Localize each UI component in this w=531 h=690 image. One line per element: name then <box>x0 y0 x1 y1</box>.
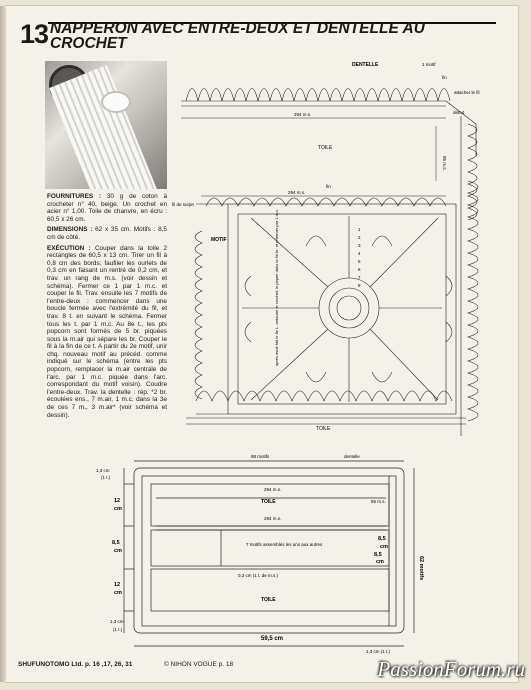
label-62-motifs: 62 motifs <box>418 556 424 581</box>
pattern-number: 13 <box>20 19 49 49</box>
footer-credit-left: SHUFUNOTOMO Ltd. p. 16 ,17, 26, 31 <box>18 661 133 668</box>
label-85-left: 8,5 <box>112 540 120 546</box>
magazine-page <box>6 6 518 682</box>
label-fin: fin <box>442 75 447 80</box>
label-1t-top: (1 t.) <box>101 475 111 480</box>
label-12-bottom: 12 <box>114 582 121 588</box>
label-294-a: 294 m.s. <box>264 487 282 492</box>
label-cm-c: cm <box>380 544 388 550</box>
label-cm-b: cm <box>114 548 122 554</box>
label-85: 85 m.s. <box>442 156 447 171</box>
execution-label: EXÉCUTION : <box>47 244 91 252</box>
watermark: PassionForum.ru <box>377 657 525 681</box>
row-num-2: 2 <box>358 235 361 240</box>
label-85-right-2: 8,5 <box>374 552 382 558</box>
pattern-title: NAPPERON AVEC ENTRE-DEUX ET DENTELLE AU CROCHET <box>50 20 425 52</box>
label-cm-a: cm <box>114 506 122 512</box>
label-cm-e: cm <box>114 590 122 596</box>
label-294-top: 294 m.s. <box>294 112 312 117</box>
label-1t-bottom: (1 t.) <box>113 627 123 632</box>
label-85-ms: 85 m.s. <box>371 499 386 504</box>
label-width: 59,5 cm <box>261 636 284 642</box>
label-dentelle: DENTELLE <box>352 62 379 68</box>
label-attacher: attacher le fil <box>454 90 480 95</box>
execution-text: Couper dans la toile 2 rectangles de 60,5 x 13 cm. Tirer un fil à 0,8 cm des bords; faufiler les ourlets de 0,3 cm en faisant un rentré de 0,2 cm, et trav. un rang de m.s. (voir dessin et schéma). Fermer ce 1 par 1 m.c. et couper le fil. Trav. ensuite les 7 motifs de l'entre-deux : commencer dans une boucle fermée avec l'extrémité du fil, et trav. 8 t. en suivant le schéma. Fermer tous les t. par 1 m.c. Au 8e t., les pts popcorn sont formés de 5 br. piquées sous la m.air qui sépare les br. Couper le fil à la fin de ce t. A partir du 2e motif, unir chq. nouveau motif au précéd. comme indiqué sur le schéma (entre les pts popcorn, remplacer la m.air centrale de l'arc. par 1 m.c. piquée dans l'arc. correspondant du motif voisin). Coudre l'entre-deux. Trav. la dentelle : rép. *2 br. écoulées ens., 7 m.air, 1 m.c. dans la 3e de ces 7 m., 3 m.air* (voir schéma et dessin). <box>47 244 168 419</box>
label-294-mid: 294 m.s. <box>288 190 306 195</box>
label-toile-schema-top: TOILE <box>261 499 276 505</box>
label-motif: MOTIF <box>211 237 227 243</box>
row-num-7: 7 <box>358 275 361 280</box>
label-85-right: 8,5 <box>378 536 386 542</box>
fournitures-label: FOURNITURES : <box>47 193 102 200</box>
label-fil-surjet: fil de surjet <box>172 202 194 207</box>
fournitures-text: 30 g de coton à crocheter n° 40, beige. Un crochet en acier n° 1,00. Toile de chanvre, en écru : 60,5 x 26 cm. <box>47 193 167 223</box>
label-toile-bottom: TOILE <box>316 426 331 432</box>
dimensions-text: 62 x 35 cm. Motifs : 8,5 cm de côté. <box>47 226 167 241</box>
vertical-note: après avoir fait le 8e t., entourer le crochet, le piquer dans la 5e br. et refermer par 1 m.c. <box>274 208 279 366</box>
row-num-1: 1 <box>358 227 361 232</box>
row-num-8: 8 <box>358 283 361 288</box>
label-toile-schema-bottom: TOILE <box>261 597 276 603</box>
label-98-motifs: 98 motifs <box>251 454 270 459</box>
dimensions-label: DIMENSIONS : <box>47 226 93 234</box>
assembly-schema <box>6 6 518 656</box>
footer-credit-right: © NIHON VOGUE p. 18 <box>164 661 234 668</box>
label-12-top: 12 <box>114 498 121 504</box>
row-num-6: 6 <box>358 267 361 272</box>
row-num-3: 3 <box>358 243 361 248</box>
label-13-top: 1,3 cm <box>96 468 110 473</box>
label-03-cm: 0,3 cm (1 t. de m.s.) <box>238 573 279 578</box>
label-toile-top: TOILE <box>318 145 333 151</box>
row-num-5: 5 <box>358 259 361 264</box>
label-cm-d: cm <box>376 559 384 565</box>
label-13-bottom: 1,3 cm <box>110 619 124 624</box>
label-13-right: 1,3 cm (1 t.) <box>366 649 391 654</box>
label-dentelle-schema: dentelle <box>344 454 360 459</box>
label-294-b: 294 m.s. <box>264 516 282 521</box>
row-num-4: 4 <box>358 251 361 256</box>
label-fin-2: fin <box>326 184 331 189</box>
label-7-motifs: 7 motifs assemblés les uns aux autres <box>246 542 323 547</box>
label-one-motif: 1 motif <box>422 62 436 67</box>
label-debut: début <box>453 110 465 115</box>
